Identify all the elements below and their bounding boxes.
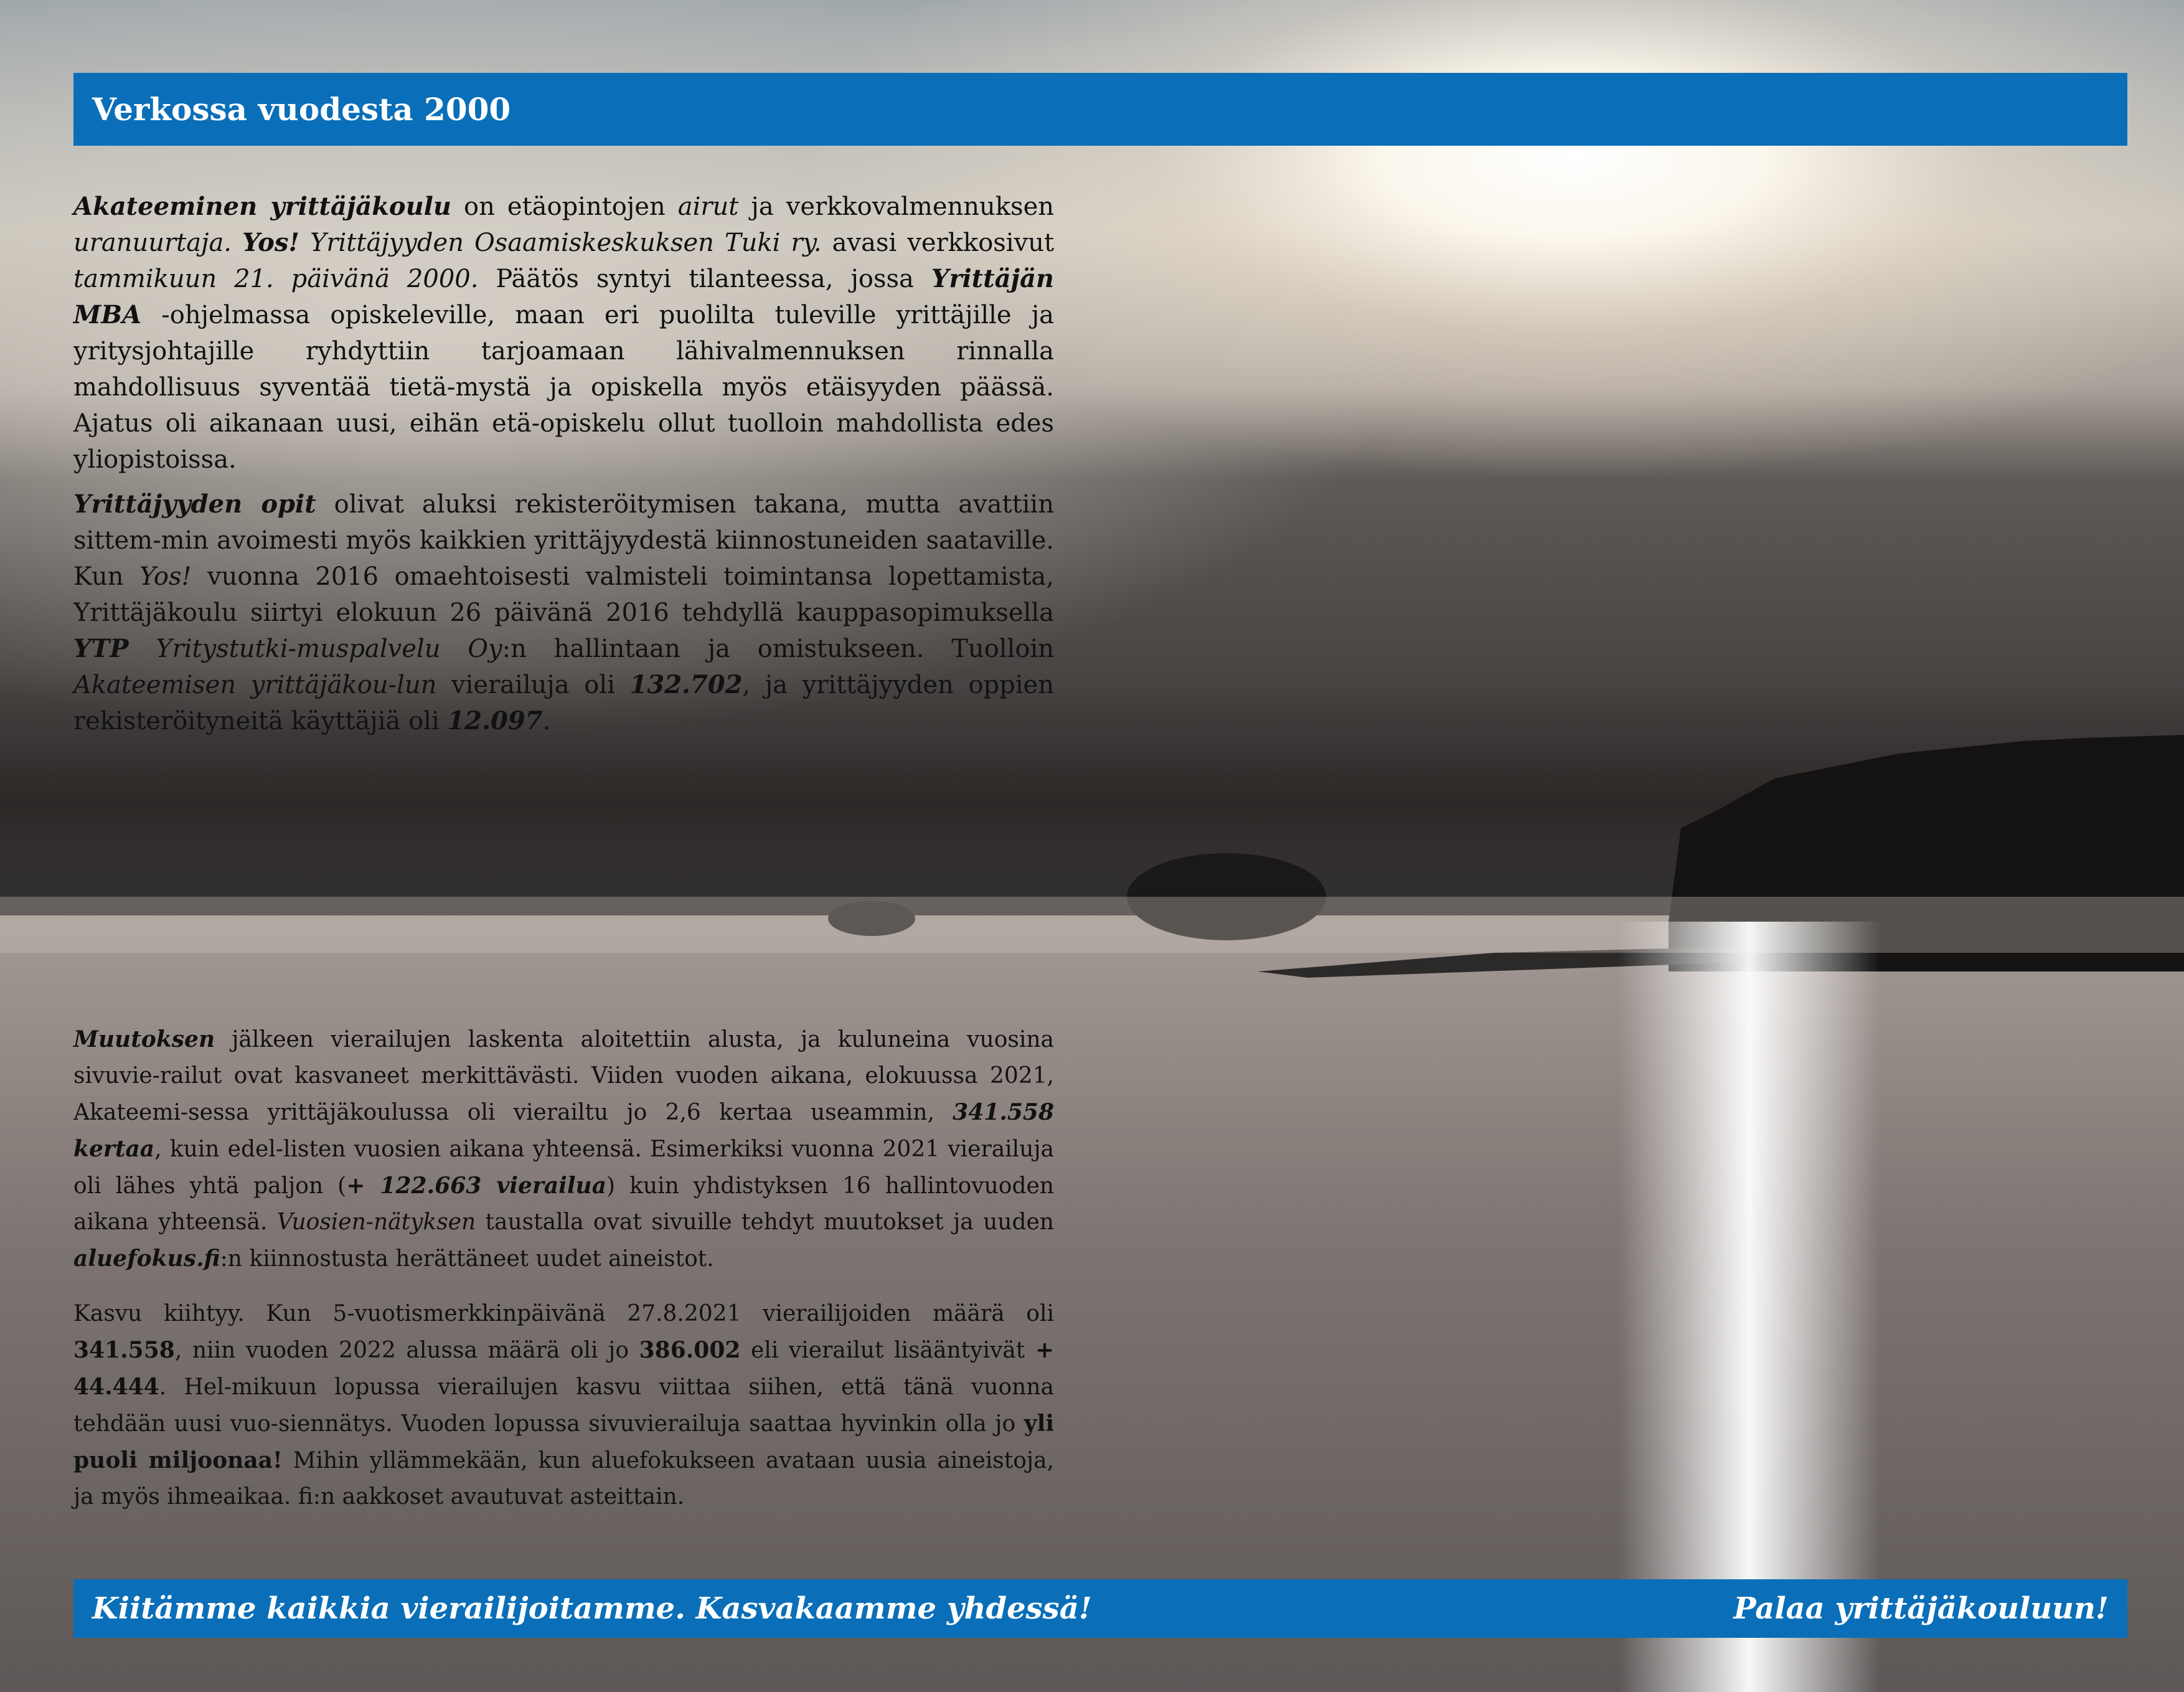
text-span: aluefokus.fi — [73, 1245, 220, 1272]
paragraph-visit-growth — [73, 1021, 1054, 1277]
text-span: 12.097 — [447, 706, 543, 735]
text-span — [232, 229, 242, 257]
text-span: 341.558 — [73, 1337, 175, 1363]
text-span: eli vierailut lisääntyivät — [740, 1338, 1035, 1363]
text-span: . Hel-mikuun lopussa vierailujen kasvu viittaa siihen, että tänä vuonna tehdään uusi vuo-siennätys. Vuoden lopussa sivuvierailuja saattaa hyvinkin olla jo — [73, 1374, 1054, 1437]
paragraph-history-intro — [73, 189, 1054, 478]
text-span: Akateeminen yrittäjäkoulu — [73, 192, 451, 221]
text-span: Yrittäjyyden Osaamiskeskuksen Tuki ry. — [310, 229, 822, 257]
text-span: yli puoli miljoonaa! — [73, 1411, 1054, 1473]
text-span: ja verkkovalmennuksen — [738, 192, 1054, 221]
text-span: tammikuun 21. päivänä 2000. — [73, 265, 479, 293]
text-span: Mihin yllämmekään, kun aluefokukseen avataan uusia aineistoja, ja myös ihmeaikaa. fi:n aakkoset avautuvat asteittain. — [73, 1448, 1054, 1510]
text-span: Kasvu kiihtyy. Kun 5-vuotismerkkinpäivänä 27.8.2021 vierailijoiden määrä oli — [73, 1301, 1054, 1326]
text-span: olivat aluksi rekisteröitymisen takana, mutta avattiin sittem-min avoimesti myös kaikkien yrittäjyydestä kiinnostuneiden saataville. Kun — [73, 490, 1054, 591]
text-span: :n hallintaan ja omistukseen. Tuolloin — [502, 635, 1054, 663]
paragraph-ownership-change — [73, 486, 1054, 739]
text-span: ) kuin yhdistyksen 16 hallintovuoden aikana yhteensä. — [73, 1173, 1054, 1235]
text-span: avasi verkkosivut — [821, 229, 1055, 257]
text-span: vuonna 2016 omaehtoisesti valmisteli toimintansa lopettamista, Yrittäjäkoulu siirtyi elokuun 26 päivänä 2016 tehdyllä kauppasopimuksella — [73, 562, 1054, 627]
text-span — [299, 229, 310, 257]
text-span: , niin vuoden 2022 alussa määrä oli jo — [174, 1338, 639, 1363]
back-to-school-link[interactable]: Palaa yrittäjäkouluun! — [1733, 1591, 2109, 1626]
text-span: Akateemisen yrittäjäkou-lun — [73, 671, 437, 699]
text-span: . — [542, 707, 551, 735]
text-span: Muutoksen — [73, 1026, 215, 1052]
text-span: uranuurtaja. — [73, 229, 232, 257]
header-bar — [73, 73, 2127, 146]
page-title: Verkossa vuodesta 2000 — [92, 91, 511, 128]
text-span: Yos! — [242, 228, 299, 257]
text-span: -ohjelmassa opiskeleville, maan eri puolilta tuleville yrittäjille ja yritysjohtajille ryhdyttiin tarjoamaan lähivalmennuksen rinnalla mahdollisuus syventää tietä-mystä ja opiskella myös etäisyyden päässä. Ajatus oli aikanaan uusi, eihän etä-opiskelu ollut tuolloin mahdollista edes yliopistoissa. — [73, 301, 1054, 474]
text-span: , kuin edel-listen vuosien aikana yhteensä. Esimerkiksi vuonna 2021 vierailuja oli lähes yhtä paljon ( — [73, 1137, 1054, 1199]
text-span: on etäopintojen — [451, 192, 678, 221]
text-span: Vuosien-nätyksen — [276, 1209, 476, 1235]
paragraph-growth-accelerates — [73, 1296, 1054, 1515]
text-span: , ja yrittäjyyden oppien rekisteröityneitä käyttäjiä oli — [73, 671, 1054, 735]
text-span: + 44.444 — [73, 1337, 1054, 1400]
text-span: :n kiinnostusta herättäneet uudet aineistot. — [220, 1246, 714, 1272]
text-span: jälkeen vierailujen laskenta aloitettiin alusta, ja kuluneina vuosina sivuvie-railut ovat kasvaneet merkittävästi. Viiden vuoden aikana, elokuussa 2021, Akateemi-sessa yrittäjäkoulussa oli vierailtu jo 2,6 kertaa useammin, — [73, 1027, 1054, 1125]
text-span: airut — [677, 192, 739, 221]
text-span: Yrittäjän MBA — [73, 264, 1054, 329]
text-span: taustalla ovat sivuille tehdyt muutokset ja uuden — [476, 1209, 1054, 1235]
text-span: Päätös syntyi tilanteessa, jossa — [478, 265, 931, 293]
text-span: 386.002 — [639, 1337, 741, 1363]
text-span: vierailuja oli — [436, 671, 630, 699]
text-span: Yrittäjyyden opit — [73, 489, 316, 519]
text-span: 341.558 kertaa — [73, 1099, 1054, 1162]
thanks-message: Kiitämme kaikkia vierailijoitamme. Kasvakaamme yhdessä! — [92, 1591, 1092, 1626]
text-span — [128, 635, 156, 663]
text-span: YTP — [73, 634, 129, 663]
text-span: 132.702 — [629, 670, 743, 699]
text-span: Yos! — [139, 562, 192, 591]
text-span: + 122.663 vierailua — [346, 1173, 607, 1199]
footer-bar — [73, 1579, 2127, 1638]
text-span: Yritystutki-muspalvelu Oy — [156, 635, 502, 663]
